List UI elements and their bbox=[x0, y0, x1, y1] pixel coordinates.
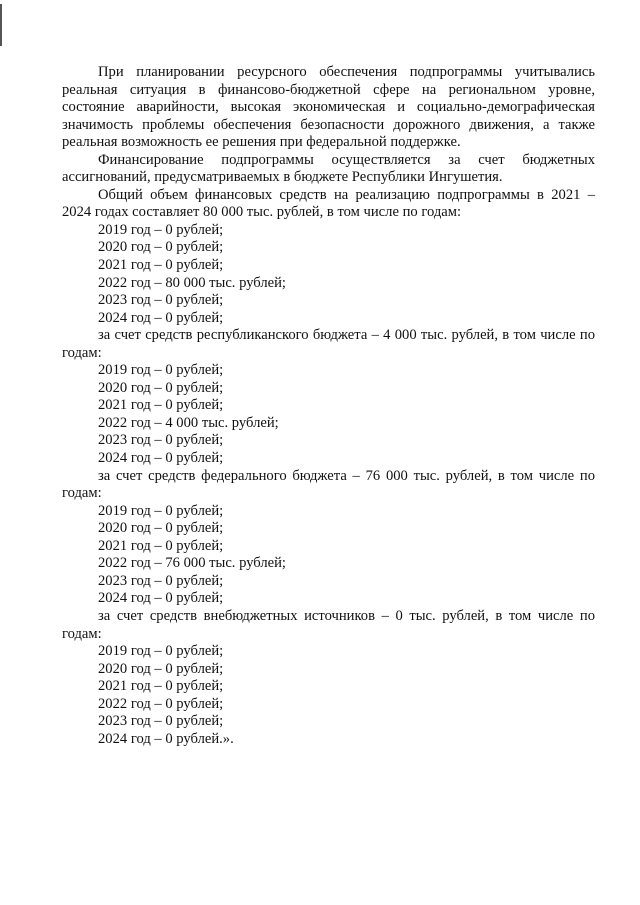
scan-edge-mark bbox=[0, 4, 2, 46]
funding-year-line: 2021 год – 0 рублей; bbox=[98, 678, 224, 695]
document-body bbox=[62, 64, 595, 748]
funding-year-line: 2019 год – 0 рублей; bbox=[98, 502, 224, 519]
funding-year-line: 2022 год – 0 рублей; bbox=[98, 695, 224, 712]
funding-year-line: 2019 год – 0 рублей; bbox=[98, 362, 224, 379]
funding-year-line: 2021 год – 0 рублей; bbox=[98, 397, 224, 414]
funding-year-line: 2022 год – 4 000 тыс. рублей; bbox=[98, 414, 279, 431]
funding-year-line: 2021 год – 0 рублей; bbox=[98, 537, 224, 554]
funding-year-line: 2023 год – 0 рублей; bbox=[98, 292, 224, 309]
funding-year-line: 2024 год – 0 рублей; bbox=[98, 309, 224, 326]
funding-year-line: 2020 год – 0 рублей; bbox=[98, 520, 224, 537]
funding-year-line: 2022 год – 76 000 тыс. рублей; bbox=[98, 555, 286, 572]
funding-year-line: 2019 год – 0 рублей; bbox=[98, 221, 224, 238]
funding-year-line: 2020 год – 0 рублей; bbox=[98, 239, 224, 256]
funding-year-line: 2020 год – 0 рублей; bbox=[98, 379, 224, 396]
funding-year-line: 2023 год – 0 рублей; bbox=[98, 572, 224, 589]
paragraph: При планировании ресурсного обеспечения подпрограммы учитывались реальная ситуация в финансово-бюджетной сфере на региональном уровне, состояние аварийности, высокая экономическая и социально-демографическая значимость проблемы обеспечения безопасности дорожного движения, а также реальная возможность ее решения при федеральной поддержке. bbox=[62, 64, 595, 151]
paragraph: за счет средств внебюджетных источников – 0 тыс. рублей, в том числе по годам: bbox=[62, 607, 595, 642]
funding-year-line: 2023 год – 0 рублей; bbox=[98, 432, 224, 449]
funding-year-line: 2023 год – 0 рублей; bbox=[98, 713, 224, 730]
funding-year-line: 2021 год – 0 рублей; bbox=[98, 257, 224, 274]
funding-year-line: 2019 год – 0 рублей; bbox=[98, 643, 224, 660]
funding-year-line: 2022 год – 80 000 тыс. рублей; bbox=[98, 274, 286, 291]
paragraph: Общий объем финансовых средств на реализацию подпрограммы в 2021 – 2024 годах составляет 80 000 тыс. рублей, в том числе по годам: bbox=[62, 186, 595, 221]
funding-year-line: 2024 год – 0 рублей; bbox=[98, 450, 224, 467]
paragraph: за счет средств республиканского бюджета – 4 000 тыс. рублей, в том числе по годам: bbox=[62, 327, 595, 361]
paragraph: за счет средств федерального бюджета – 76 000 тыс. рублей, в том числе по годам: bbox=[62, 467, 595, 502]
funding-year-line: 2024 год – 0 рублей.». bbox=[98, 730, 234, 747]
paragraph: Финансирование подпрограммы осуществляется за счет бюджетных ассигнований, предусматриваемых в бюджете Республики Ингушетия. bbox=[62, 151, 595, 186]
funding-year-line: 2020 год – 0 рублей; bbox=[98, 660, 224, 677]
funding-year-line: 2024 год – 0 рублей; bbox=[98, 590, 224, 607]
